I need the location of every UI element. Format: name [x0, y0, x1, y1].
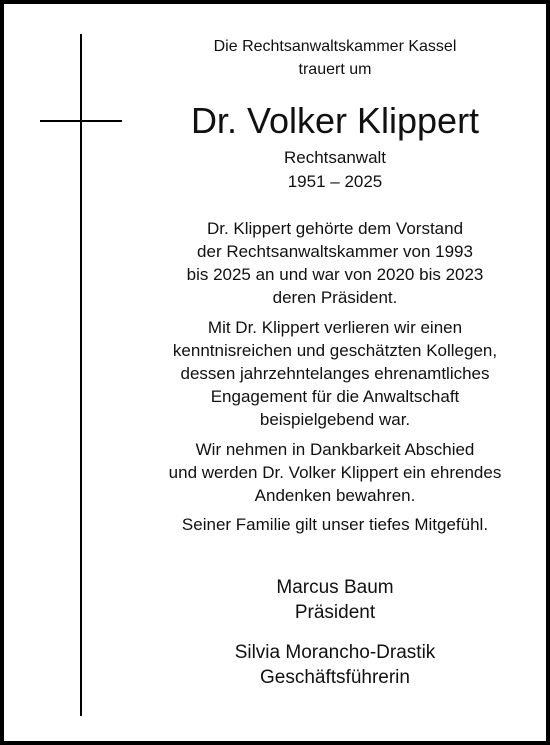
- paragraph-1-line: bis 2025 an und war von 2020 bis 2023: [186, 265, 484, 284]
- cross-icon-bar: [40, 120, 122, 122]
- paragraph-1-line: der Rechtsanwaltskammer von 1993: [197, 242, 473, 261]
- paragraph-3-line: Wir nehmen in Dankbarkeit Abschied: [195, 440, 475, 459]
- paragraph-2-line: kenntnisreichen und geschätzten Kollegen,: [172, 341, 498, 360]
- signatory-role: Präsident: [294, 602, 376, 623]
- paragraph-1-line: Dr. Klippert gehörte dem Vorstand: [206, 219, 464, 238]
- paragraph-2-line: Engagement für die Anwaltschaft: [210, 387, 460, 406]
- paragraph-1-line: deren Präsident.: [272, 288, 398, 307]
- paragraph-3-line: und werden Dr. Volker Klippert ein ehrendes: [168, 463, 502, 482]
- deceased-name: Dr. Volker Klippert: [190, 100, 480, 141]
- signatory-role: Geschäftsführerin: [260, 667, 410, 688]
- paragraph-2-line: beispielgebend war.: [259, 410, 411, 429]
- sender-line: Die Rechtsanwaltskammer Kassel: [213, 38, 457, 55]
- signatory-name: Silvia Morancho-Drastik: [234, 642, 436, 663]
- paragraph-3-line: Andenken bewahren.: [254, 486, 416, 505]
- paragraph-2-line: Mit Dr. Klippert verlieren wir einen: [207, 318, 463, 337]
- deceased-years: 1951 – 2025: [287, 172, 383, 191]
- mourning-line: trauert um: [298, 61, 372, 78]
- cross-icon: [80, 34, 82, 716]
- paragraph-4-line: Seiner Familie gilt unser tiefes Mitgefühl.: [181, 515, 489, 534]
- deceased-profession: Rechtsanwalt: [283, 148, 387, 167]
- paragraph-2-line: dessen jahrzehntelanges ehrenamtliches: [180, 364, 490, 383]
- signatory-name: Marcus Baum: [276, 577, 394, 598]
